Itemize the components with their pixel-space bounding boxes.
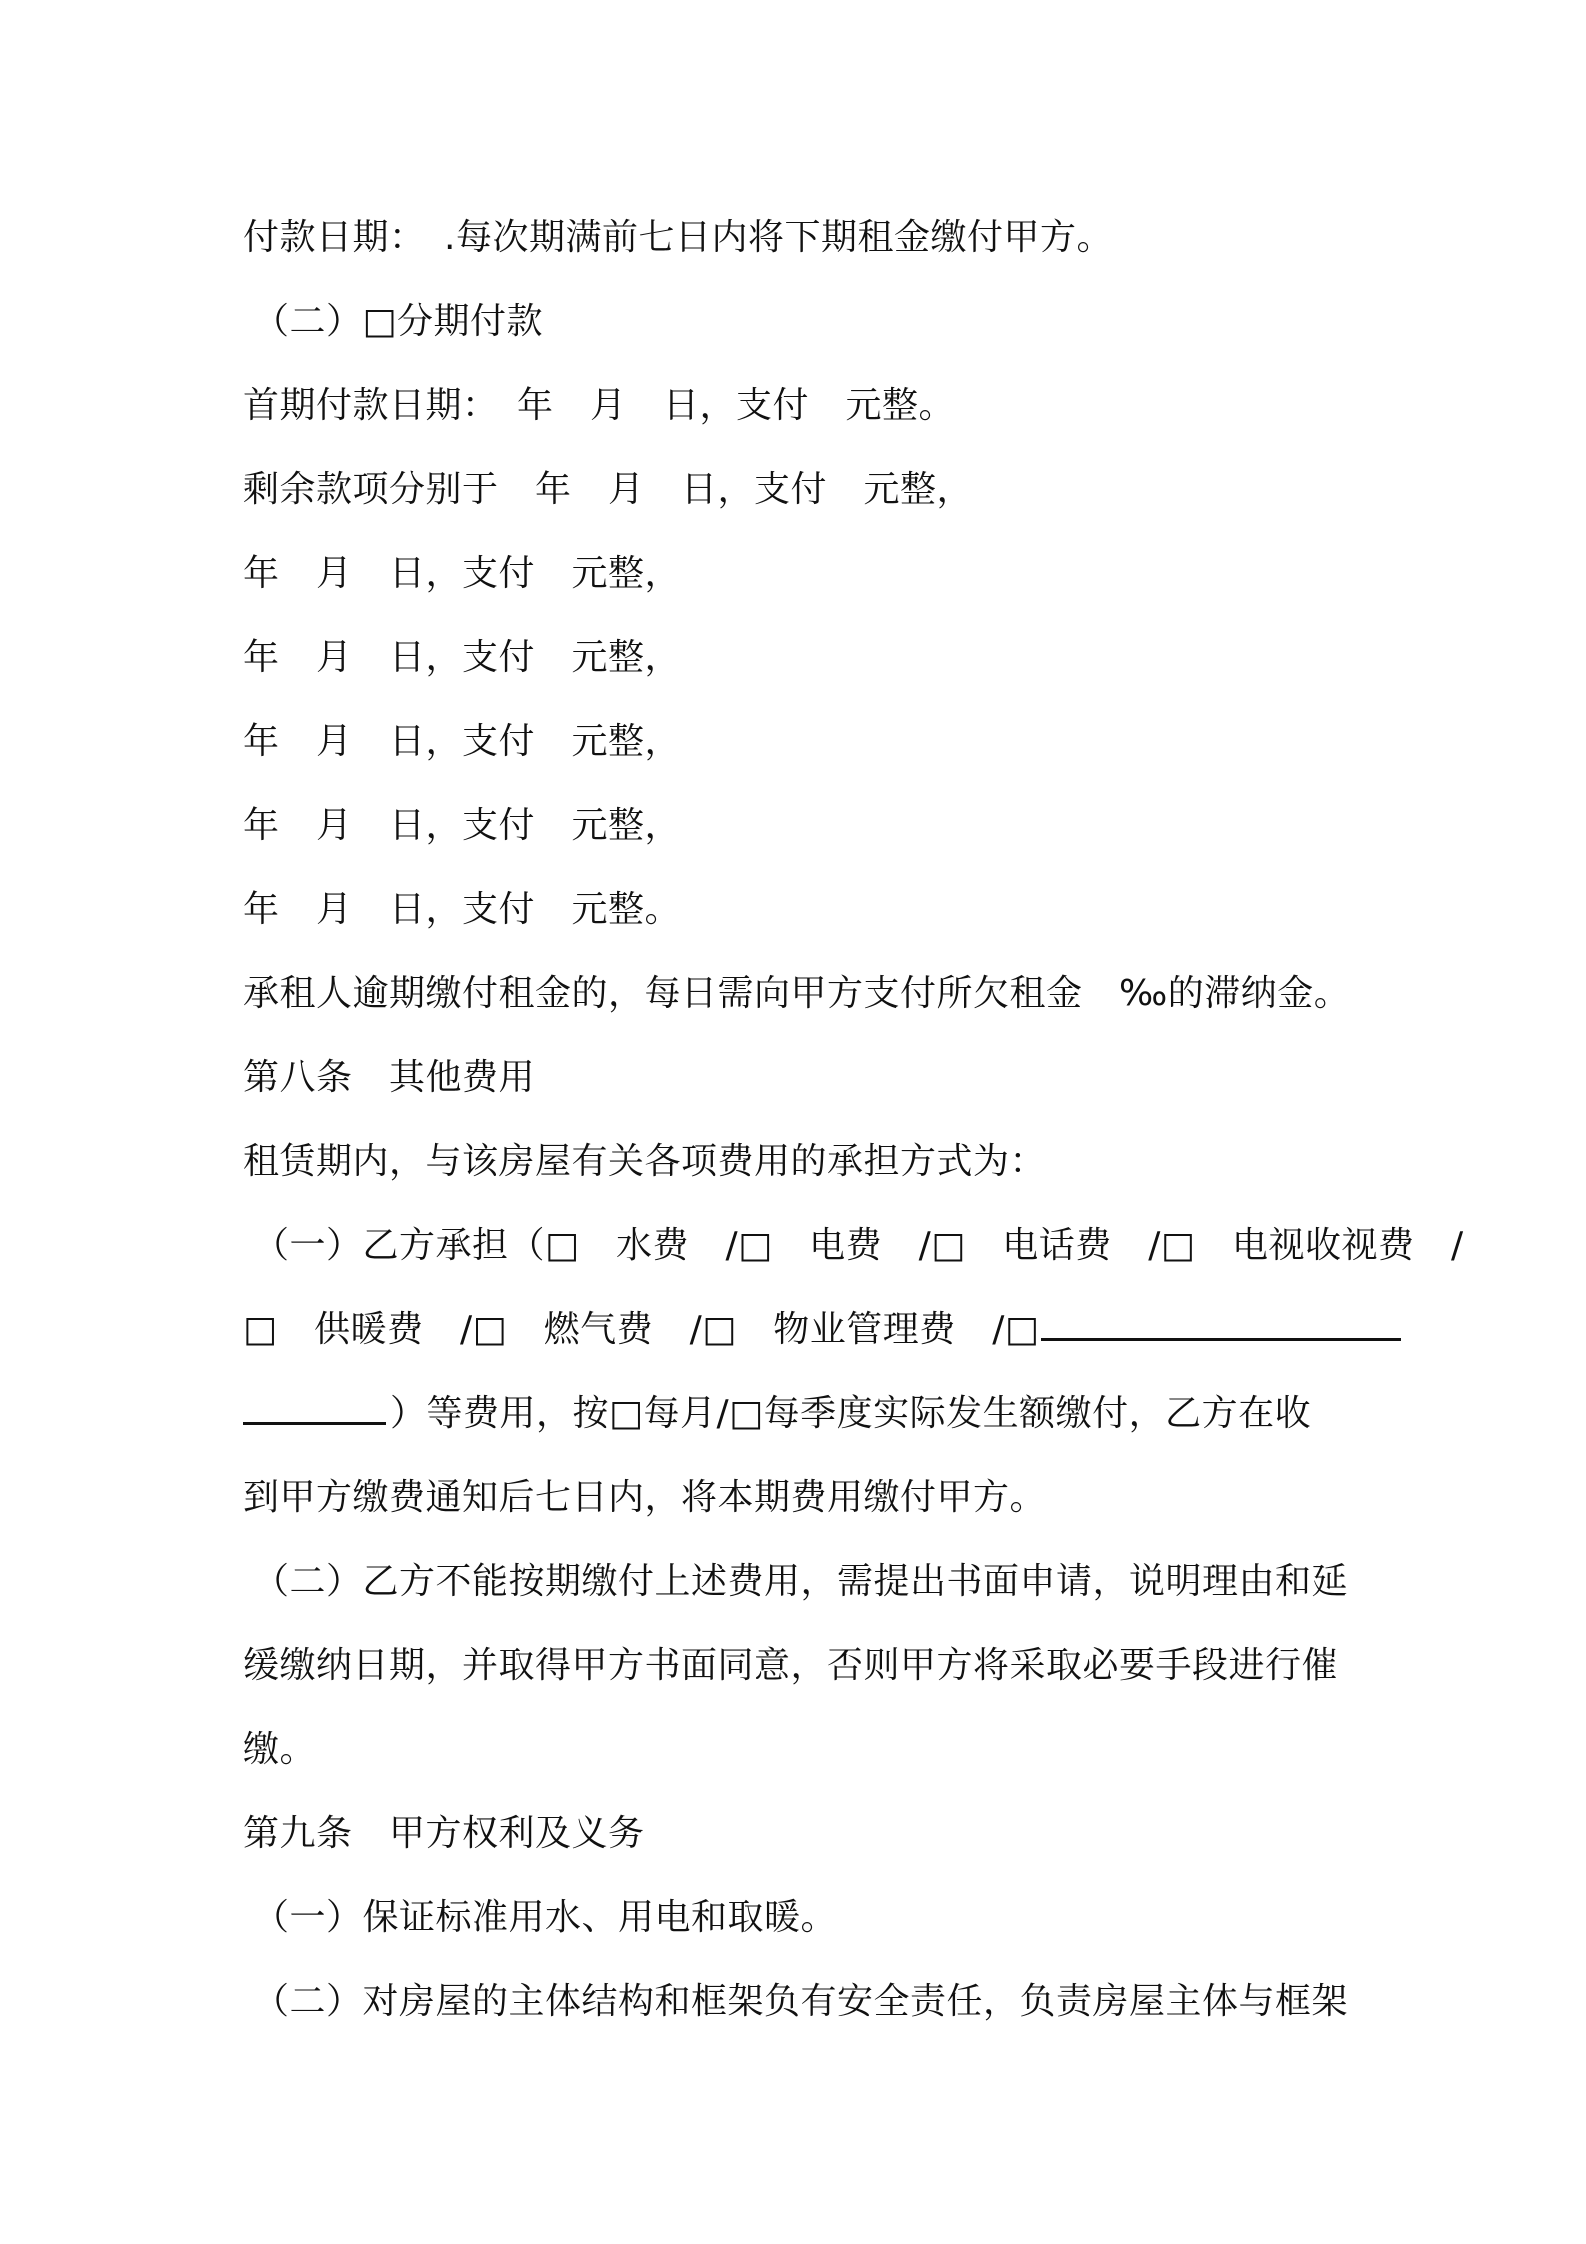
expense-payment-text: ）等费用，按□每月/□每季度实际发生额缴付，乙方在收 [390,1393,1312,1434]
payment-schedule-line: 年 月 日，支付 元整， [243,721,682,762]
late-fee-line: 承租人逾期缴付租金的，每日需向甲方支付所欠租金 ‰的滞纳金。 [243,973,1351,1014]
payment-schedule-line: 年 月 日，支付 元整。 [243,889,682,930]
installment-option-line: （二）□分期付款 [253,301,544,342]
payment-schedule-line: 年 月 日，支付 元整， [243,553,682,594]
expense-clause-two-end: 缴。 [243,1729,317,1770]
remaining-payment-line: 剩余款项分别于 年 月 日，支付 元整， [243,469,974,510]
payment-date-line: 付款日期： .每次期满前七日内将下期租金缴付甲方。 [243,217,1113,258]
fill-in-blank-long [1041,1308,1401,1341]
landlord-duty-one: （一）保证标准用水、用电和取暖。 [253,1897,838,1938]
expense-intro-line: 租赁期内，与该房屋有关各项费用的承担方式为： [243,1141,1047,1182]
fill-in-blank-short [243,1392,386,1425]
first-payment-line: 首期付款日期： 年 月 日，支付 元整。 [243,385,956,426]
payment-schedule-line: 年 月 日，支付 元整， [243,637,682,678]
expense-clause-one-line: （一）乙方承担（□ 水费 /□ 电费 /□ 电话费 /□ 电视收视费 / [253,1225,1464,1266]
payment-schedule-line: 年 月 日，支付 元整， [243,805,682,846]
document-body [243,196,1464,2044]
expense-items-line [243,1288,1363,1372]
expense-items-text: □ 供暖费 /□ 燃气费 /□ 物业管理费 /□ [243,1309,1040,1350]
article-nine-heading: 第九条 甲方权利及义务 [243,1813,645,1854]
expense-clause-two-line: （二）乙方不能按期缴付上述费用，需提出书面申请，说明理由和延 [253,1561,1349,1602]
expense-notice-line: 到甲方缴费通知后七日内，将本期费用缴付甲方。 [243,1477,1047,1518]
article-eight-heading: 第八条 其他费用 [243,1057,536,1098]
expense-clause-two-cont: 缓缴纳日期，并取得甲方书面同意，否则甲方将采取必要手段进行催 [243,1645,1339,1686]
landlord-duty-two: （二）对房屋的主体结构和框架负有安全责任，负责房屋主体与框架 [253,1981,1349,2022]
expense-payment-line [243,1372,1363,1456]
